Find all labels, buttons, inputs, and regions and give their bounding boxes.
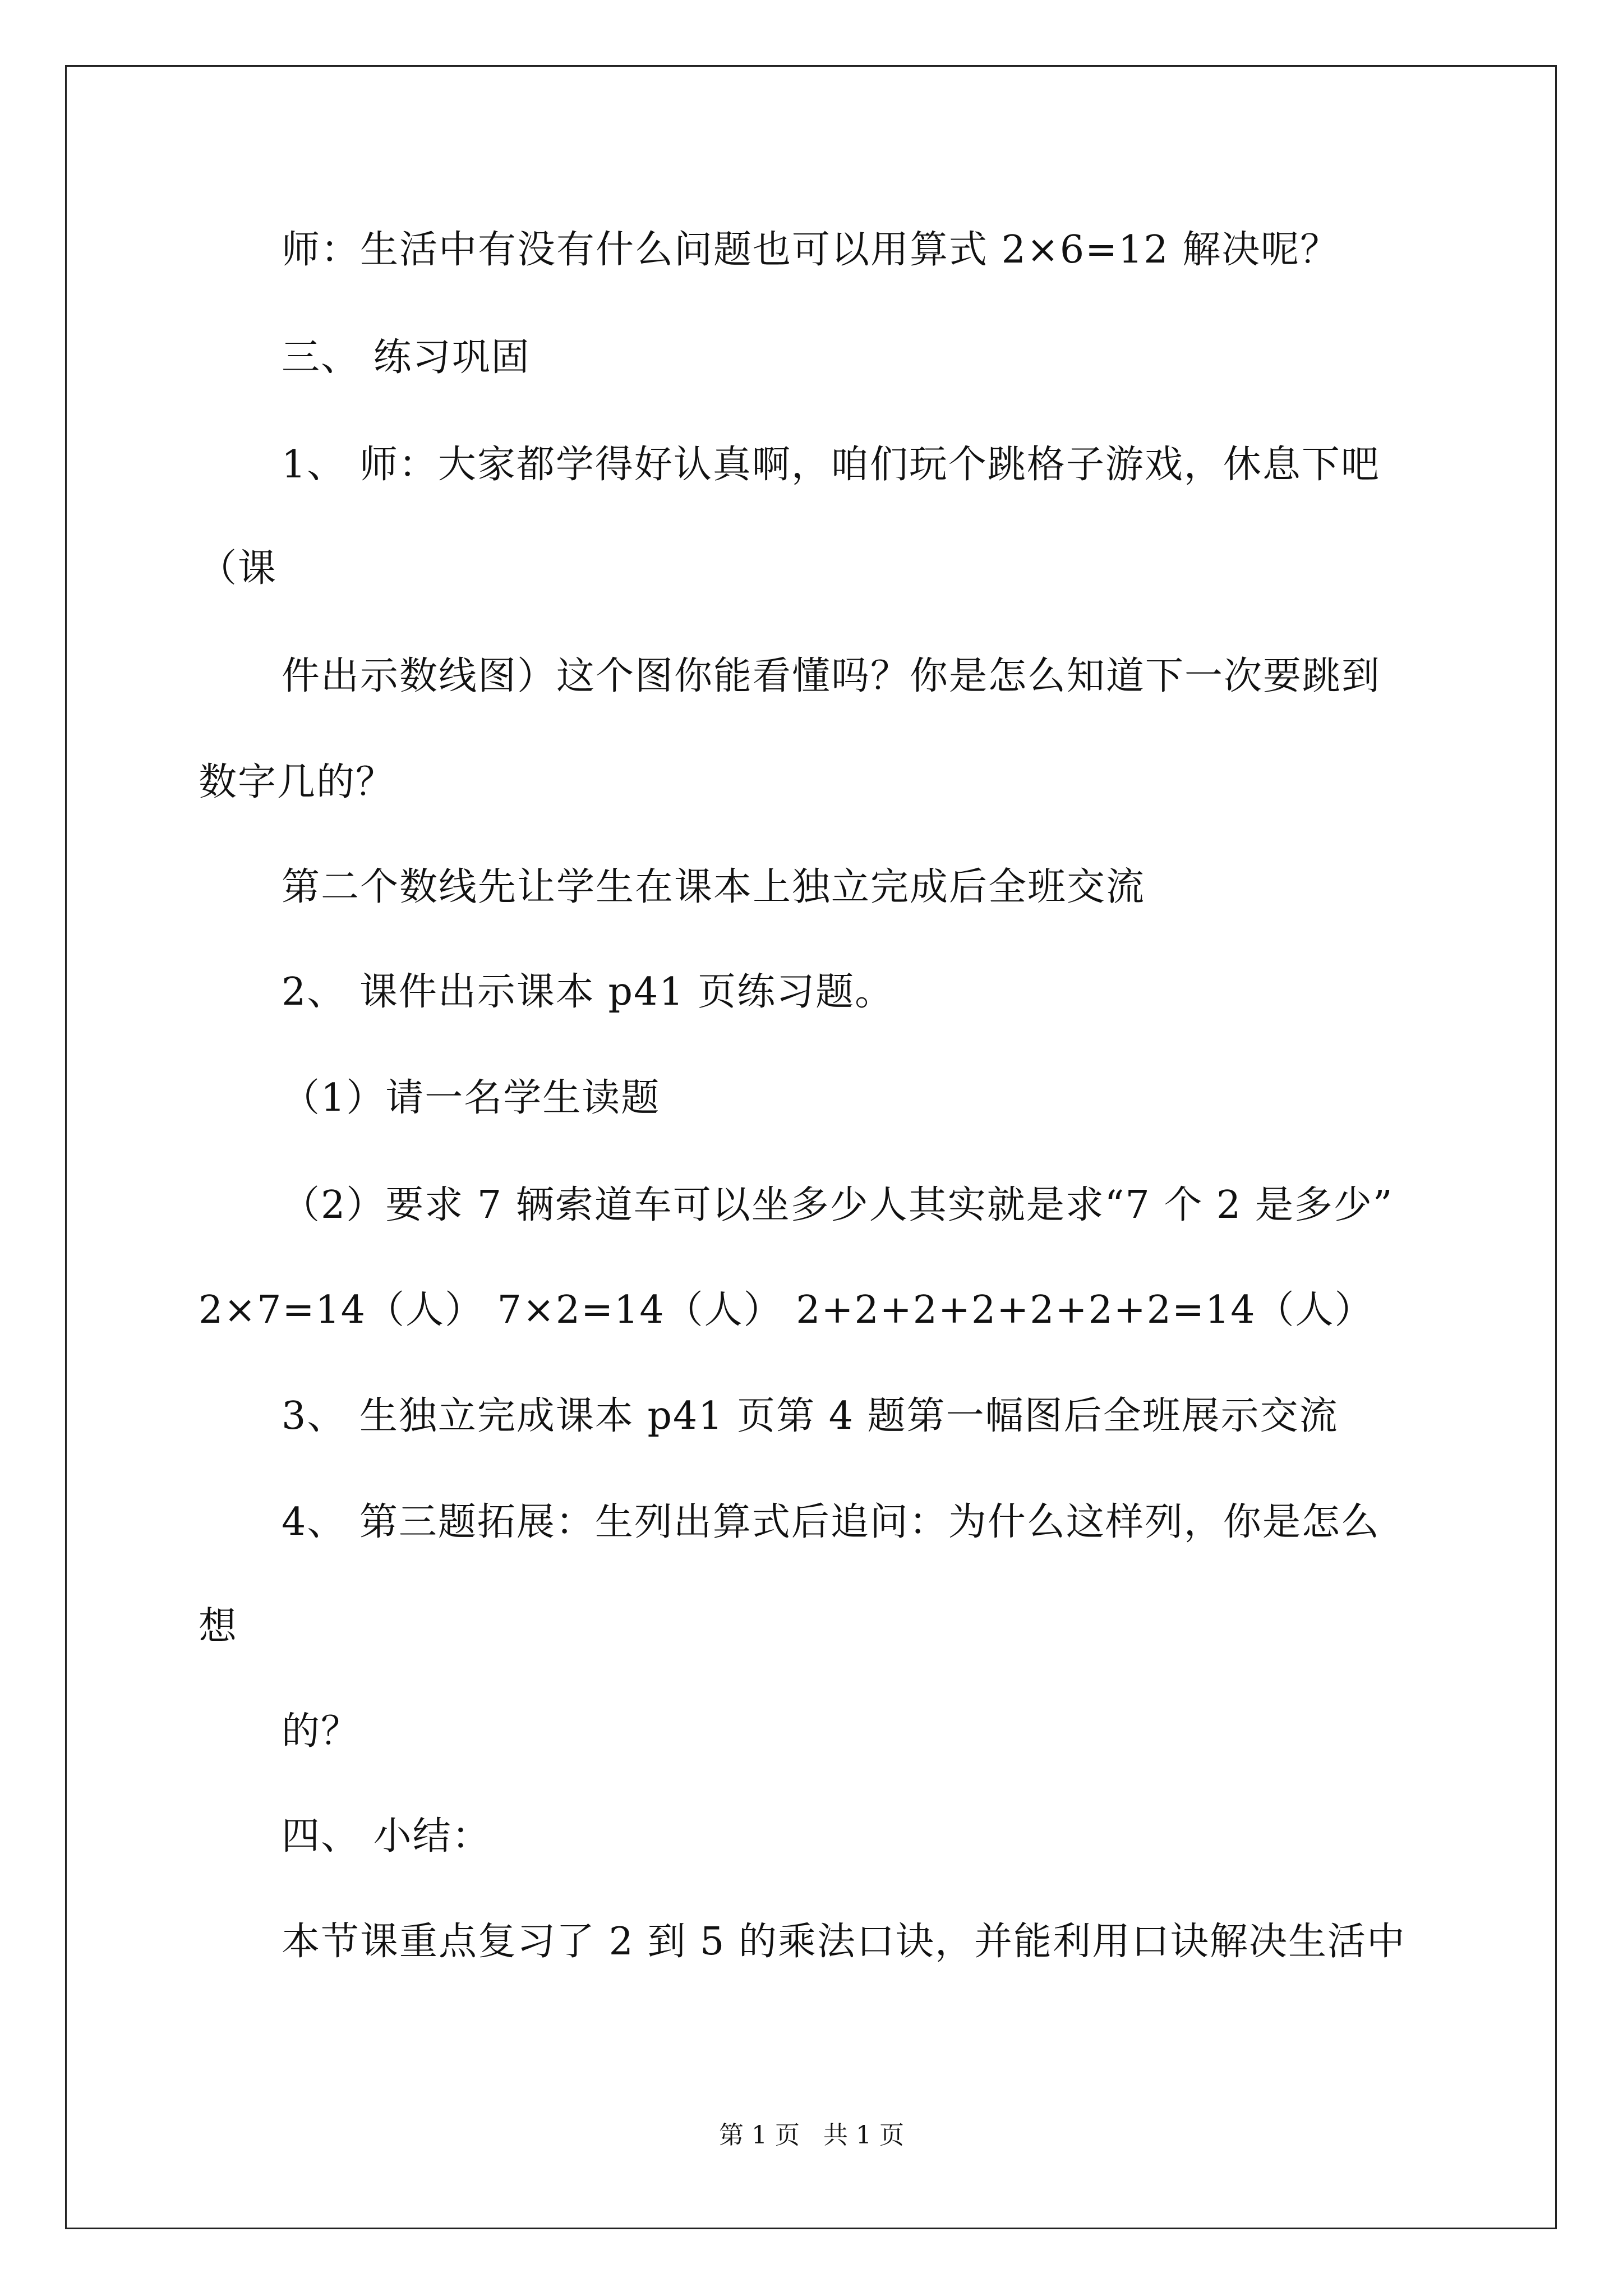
text-line: 2、 课件出示课本 p41 页练习题。 — [282, 970, 895, 1014]
text-line: （1）请一名学生读题 — [282, 1076, 661, 1120]
text-line: （2）要求 7 辆索道车可以坐多少人其实就是求“7 个 2 是多少” — [282, 1183, 1394, 1227]
text-line: 件出示数线图）这个图你能看懂吗？你是怎么知道下一次要跳到 — [282, 654, 1381, 698]
text-line: 1、 师：大家都学得好认真啊，咱们玩个跳格子游戏，休息下吧 — [282, 443, 1380, 487]
page-border — [65, 65, 1557, 2229]
text-line: 想 — [199, 1604, 238, 1649]
text-line: （课 — [199, 546, 278, 591]
text-line: 的？ — [282, 1709, 361, 1754]
text-line: 本节课重点复习了 2 到 5 的乘法口诀，并能利用口诀解决生活中 — [282, 1920, 1406, 1964]
text-line: 4、 第三题拓展：生列出算式后追问：为什么这样列，你是怎么 — [282, 1500, 1380, 1544]
text-line: 3、 生独立完成课本 p41 页第 4 题第一幅图后全班展示交流 — [282, 1394, 1339, 1438]
page-footer: 第 1 页 共 1 页 — [719, 2121, 904, 2150]
text-line: 师：生活中有没有什么问题也可以用算式 2×6=12 解决呢？ — [282, 228, 1340, 272]
equation-line: 2×7=14（人） 7×2=14（人） 2+2+2+2+2+2+2=14（人） — [199, 1288, 1374, 1332]
text-line: 第二个数线先让学生在课本上独立完成后全班交流 — [282, 865, 1146, 909]
section-heading: 三、 练习巩固 — [282, 335, 531, 380]
section-heading: 四、 小结： — [282, 1814, 491, 1858]
text-line: 数字几的？ — [199, 760, 395, 804]
